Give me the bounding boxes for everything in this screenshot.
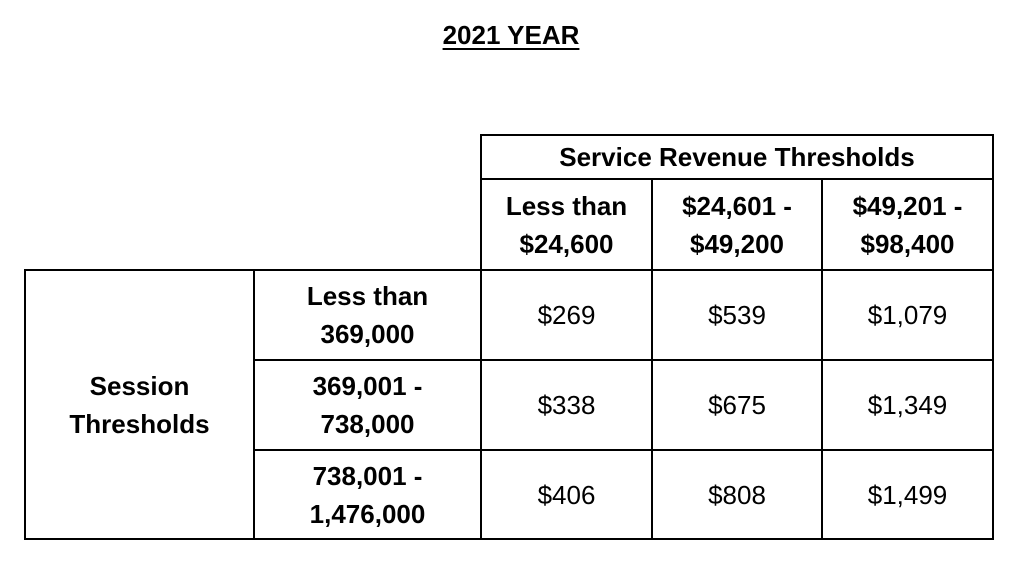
- table-cell: [821, 359, 994, 451]
- row-group-header: [24, 269, 255, 540]
- column-header-1-line-1: Less than: [505, 190, 628, 221]
- column-header-2: [651, 178, 823, 271]
- row-label-1-line-1: Less than: [306, 281, 429, 311]
- column-header-1-line-2: $24,600: [519, 228, 614, 259]
- cell-value: $539: [708, 300, 766, 330]
- cell-value: $1,499: [867, 479, 948, 510]
- table-cell: [480, 359, 653, 451]
- row-label-3: [253, 449, 482, 540]
- column-header-2-line-1: $24,601 -: [682, 190, 792, 221]
- row-group-header-line-1: Session: [89, 370, 190, 401]
- row-label-2-line-1: 369,001 -: [312, 371, 423, 401]
- row-label-3-line-2: 1,476,000: [309, 498, 426, 529]
- table-cell: [480, 449, 653, 540]
- cell-value: $1,079: [867, 300, 948, 330]
- row-label-1: [253, 269, 482, 361]
- table-cell: [821, 449, 994, 540]
- cell-value: $675: [708, 390, 766, 420]
- column-header-3-line-2: $98,400: [860, 228, 955, 259]
- row-group-header-line-2: Thresholds: [69, 408, 210, 439]
- column-group-header-label: Service Revenue Thresholds: [559, 142, 915, 172]
- column-header-3-line-1: $49,201 -: [852, 190, 963, 221]
- row-label-3-line-1: 738,001 -: [312, 460, 423, 491]
- table-cell: [651, 269, 823, 361]
- table-cell: [651, 359, 823, 451]
- table-cell: [821, 269, 994, 361]
- cell-value: $269: [537, 300, 596, 330]
- page-title: 2021 YEAR: [442, 20, 580, 50]
- row-label-2: [253, 359, 482, 451]
- column-group-header: [480, 134, 994, 180]
- row-label-1-line-2: 369,000: [320, 319, 415, 349]
- column-header-2-line-2: $49,200: [690, 228, 784, 259]
- column-header-3: [821, 178, 994, 271]
- cell-value: $338: [537, 390, 596, 420]
- table-cell: [651, 449, 823, 540]
- column-header-1: [480, 178, 653, 271]
- cell-value: $1,349: [867, 390, 948, 420]
- table-cell: [480, 269, 653, 361]
- cell-value: $808: [708, 479, 766, 510]
- cell-value: $406: [537, 479, 596, 510]
- row-label-2-line-2: 738,000: [320, 409, 415, 439]
